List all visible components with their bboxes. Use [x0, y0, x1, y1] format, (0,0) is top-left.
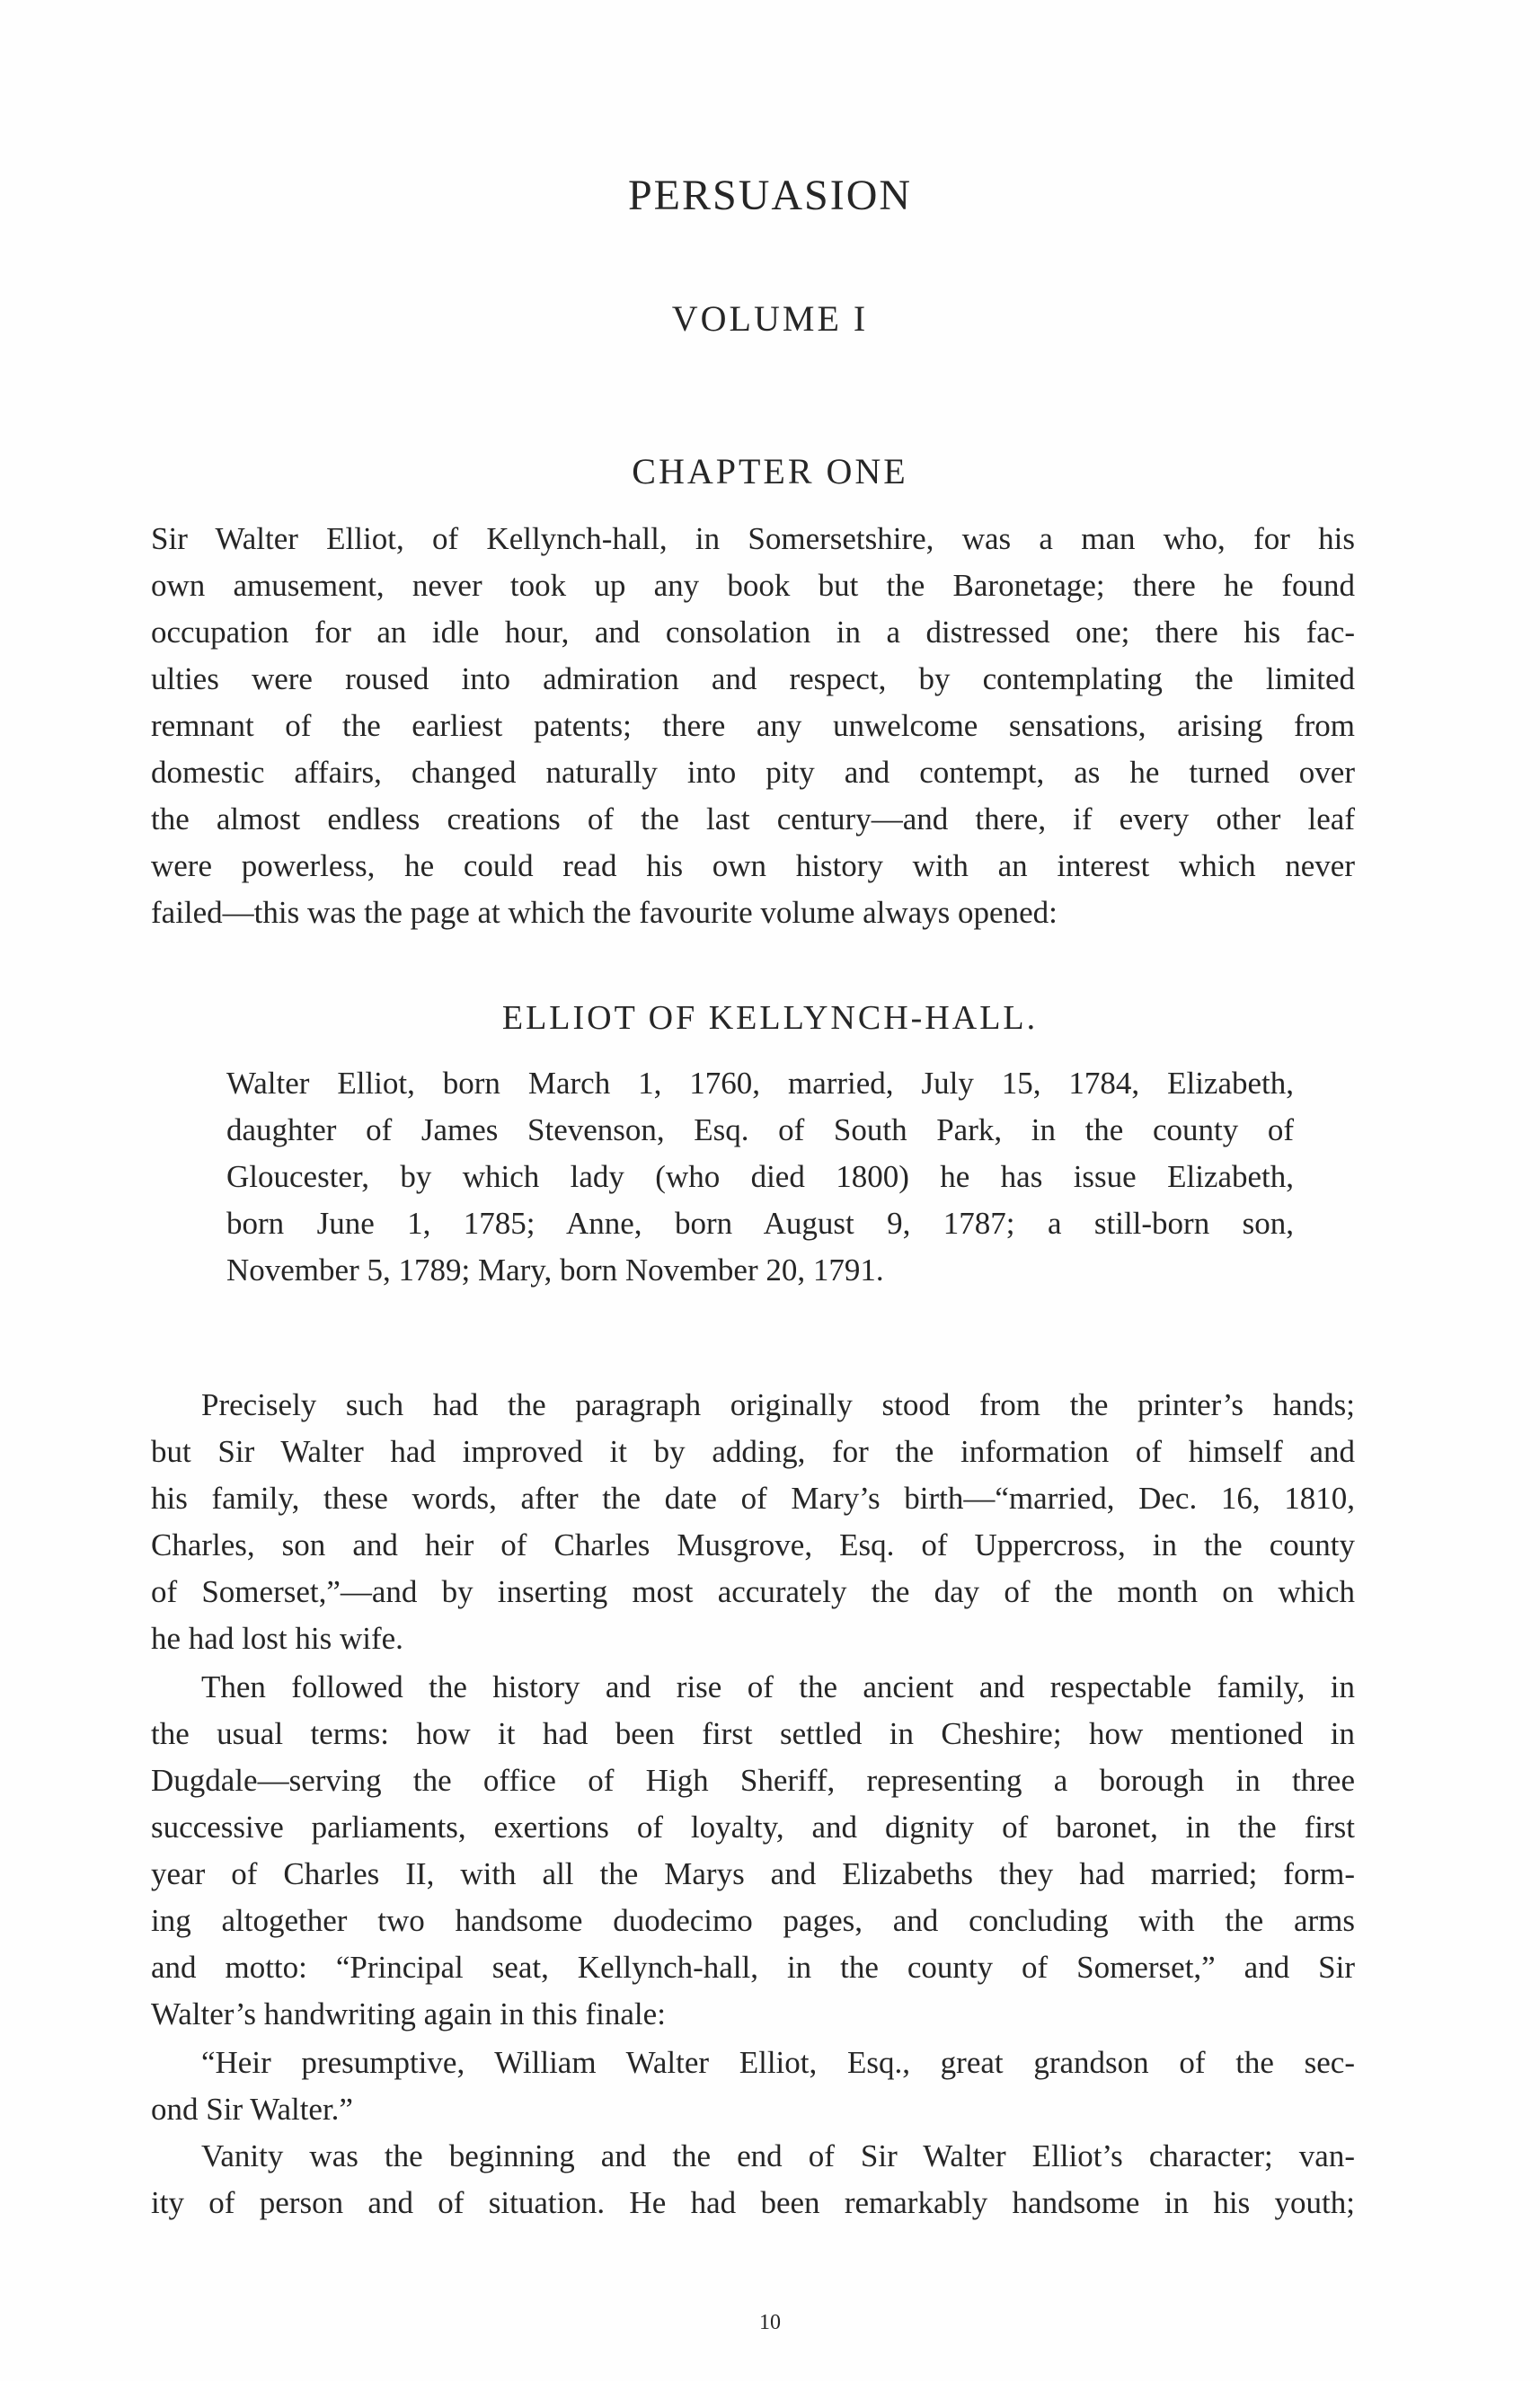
- baronetage-heading: ELLIOT OF KELLYNCH-HALL.: [501, 999, 1039, 1037]
- text-line: the almost endless creations of the last century—and there, if every other leaf: [151, 801, 1355, 836]
- paragraph-heir-presumptive: [151, 2040, 1355, 2133]
- paragraph-family-history: [151, 1664, 1355, 2038]
- text-line: successive parliaments, exertions of loyalty, and dignity of baronet, in the first: [151, 1810, 1355, 1845]
- chapter-heading: CHAPTER ONE: [632, 451, 908, 491]
- text-line: remnant of the earliest patents; there any unwelcome sensations, arising from: [151, 708, 1355, 743]
- text-line: Precisely such had the paragraph originally stood from the printer’s hands;: [201, 1387, 1355, 1422]
- page-number: 10: [759, 2311, 781, 2334]
- text-line: year of Charles II, with all the Marys and Elizabeths they had married; form-: [151, 1856, 1355, 1891]
- text-line: were powerless, he could read his own history with an interest which never: [151, 848, 1355, 883]
- text-line: ond Sir Walter.”: [151, 2092, 353, 2127]
- text-line: Charles, son and heir of Charles Musgrove, Esq. of Uppercross, in the county: [151, 1527, 1355, 1562]
- text-line: of Somerset,”—and by inserting most accurately the day of the month on which: [151, 1574, 1355, 1609]
- text-line: failed—this was the page at which the favourite volume always opened:: [151, 895, 1058, 930]
- text-line: ity of person and of situation. He had been remarkably handsome in his youth;: [151, 2185, 1355, 2220]
- text-line: Walter’s handwriting again in this finale:: [151, 1996, 666, 2031]
- text-line: his family, these words, after the date of Mary’s birth—“married, Dec. 16, 1810,: [151, 1481, 1355, 1516]
- text-line: Dugdale—serving the office of High Sheriff, representing a borough in three: [151, 1763, 1355, 1798]
- volume-heading: VOLUME I: [671, 298, 869, 339]
- baronetage-entry: [226, 1060, 1294, 1294]
- text-line: and motto: “Principal seat, Kellynch-hall, in the county of Somerset,” and Sir: [151, 1950, 1355, 1985]
- book-title: PERSUASION: [627, 172, 913, 219]
- text-line: Gloucester, by which lady (who died 1800) he has issue Elizabeth,: [226, 1159, 1294, 1194]
- text-line: the usual terms: how it had been first settled in Cheshire; how mentioned in: [151, 1716, 1355, 1751]
- text-line: Then followed the history and rise of the ancient and respectable family, in: [201, 1669, 1355, 1704]
- text-line: own amusement, never took up any book but the Baronetage; there he found: [151, 568, 1355, 603]
- text-line: occupation for an idle hour, and consolation in a distressed one; there his fac-: [151, 615, 1355, 650]
- text-line: Sir Walter Elliot, of Kellynch-hall, in Somersetshire, was a man who, for his: [151, 521, 1355, 556]
- text-line: “Heir presumptive, William Walter Elliot, Esq., great grandson of the sec-: [201, 2045, 1355, 2080]
- paragraph-printers-hands: [151, 1382, 1355, 1662]
- text-line: but Sir Walter had improved it by adding, for the information of himself and: [151, 1434, 1355, 1469]
- text-line: ulties were roused into admiration and respect, by contemplating the limited: [151, 661, 1355, 696]
- text-line: Vanity was the beginning and the end of Sir Walter Elliot’s character; van-: [201, 2138, 1355, 2173]
- paragraph-vanity: [151, 2133, 1355, 2226]
- text-line: November 5, 1789; Mary, born November 20, 1791.: [226, 1252, 884, 1288]
- text-line: Walter Elliot, born March 1, 1760, married, July 15, 1784, Elizabeth,: [226, 1066, 1294, 1101]
- opening-paragraph: [151, 516, 1355, 936]
- text-line: born June 1, 1785; Anne, born August 9, 1787; a still-born son,: [226, 1206, 1294, 1241]
- text-line: daughter of James Stevenson, Esq. of South Park, in the county of: [226, 1112, 1294, 1147]
- text-line: domestic affairs, changed naturally into pity and contempt, as he turned over: [151, 755, 1355, 790]
- text-line: he had lost his wife.: [151, 1621, 403, 1656]
- text-line: ing altogether two handsome duodecimo pages, and concluding with the arms: [151, 1903, 1355, 1938]
